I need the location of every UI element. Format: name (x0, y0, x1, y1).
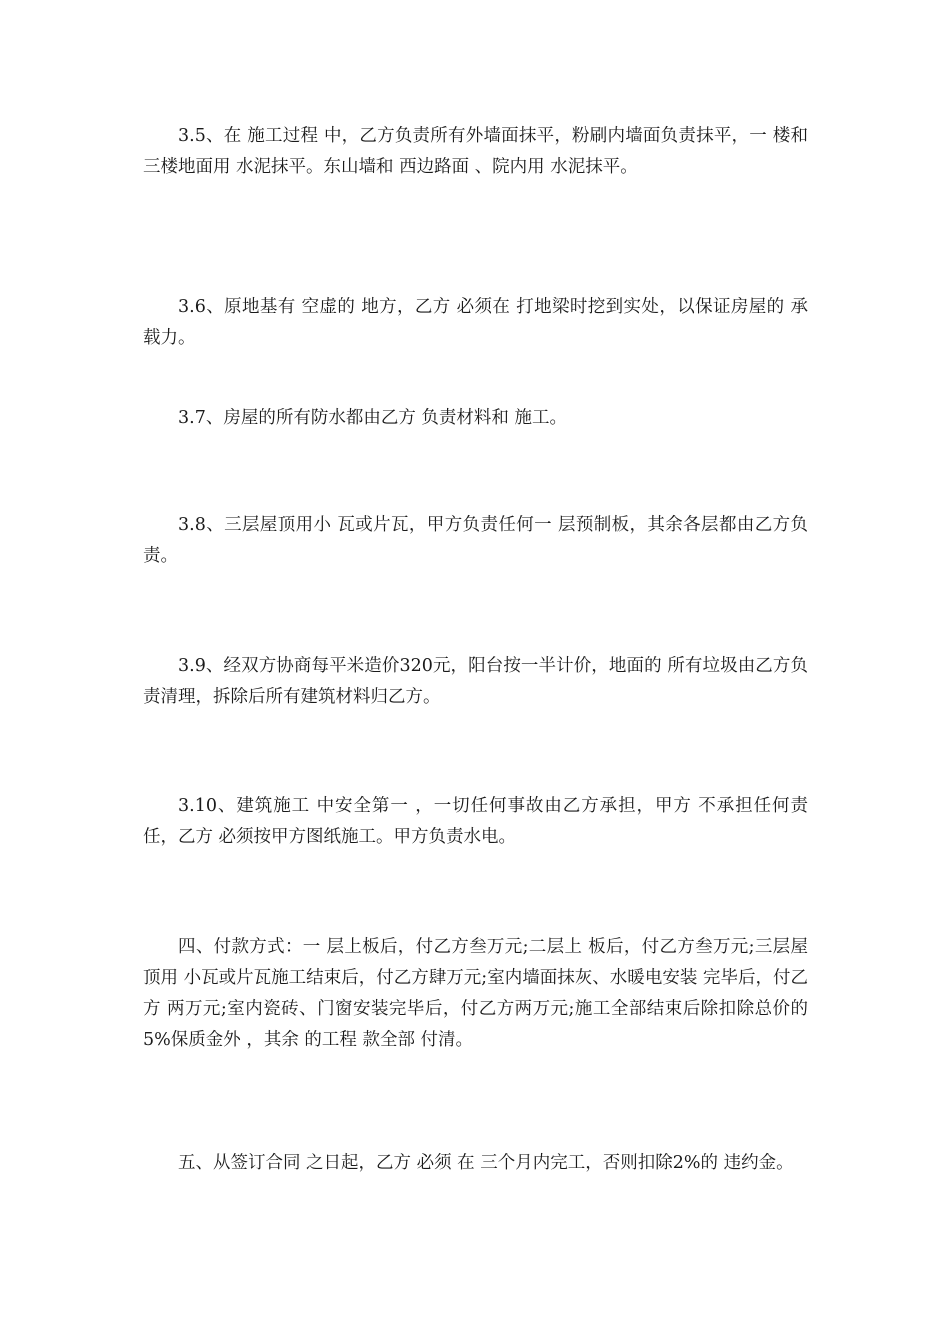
clause-3-6: 3.6、原地基有 空虚的 地方，乙方 必须在 打地梁时挖到实处，以保证房屋的 承载力。 (143, 297, 808, 348)
clause-3-8: 3.8、三层屋顶用小 瓦或片瓦，甲方负责任何一 层预制板，其余各层都由乙方负责。 (143, 515, 808, 566)
clause-payment-method: 四、付款方式：一 层上板后，付乙方叁万元;二层上 板后，付乙方叁万元;三层屋顶用 小瓦或片瓦施工结束后，付乙方肆万元;室内墙面抹灰、水暖电安装 完毕后，付乙方 两万元;室内瓷砖、门窗安装完毕后，付乙方两万元;施工全部结束后除扣除总价的 5%保质金外 ，其余 的工程 款全部 付清。 (143, 937, 814, 1050)
clause-3-5: 3.5、在 施工过程 中，乙方负责所有外墙面抹平，粉刷内墙面负责抹平，一 楼和 三楼地面用 水泥抹平。东山墙和 西边路面 、院内用 水泥抹平。 (143, 126, 814, 177)
clause-3-7: 3.7、房屋的所有防水都由乙方 负责材料和 施工。 (178, 408, 567, 428)
clause-completion-deadline: 五、从签订合同 之日起，乙方 必须 在 三个月内完工，否则扣除2%的 违约金。 (178, 1153, 794, 1173)
clause-3-10: 3.10、建筑施工 中安全第一 ，一切任何事故由乙方承担，甲方 不承担任何责任，乙方 必须按甲方图纸施工。甲方负责水电。 (143, 796, 808, 847)
clause-3-9: 3.9、经双方协商每平米造价320元，阳台按一半计价，地面的 所有垃圾由乙方负责清理，拆除后所有建筑材料归乙方。 (143, 656, 808, 707)
